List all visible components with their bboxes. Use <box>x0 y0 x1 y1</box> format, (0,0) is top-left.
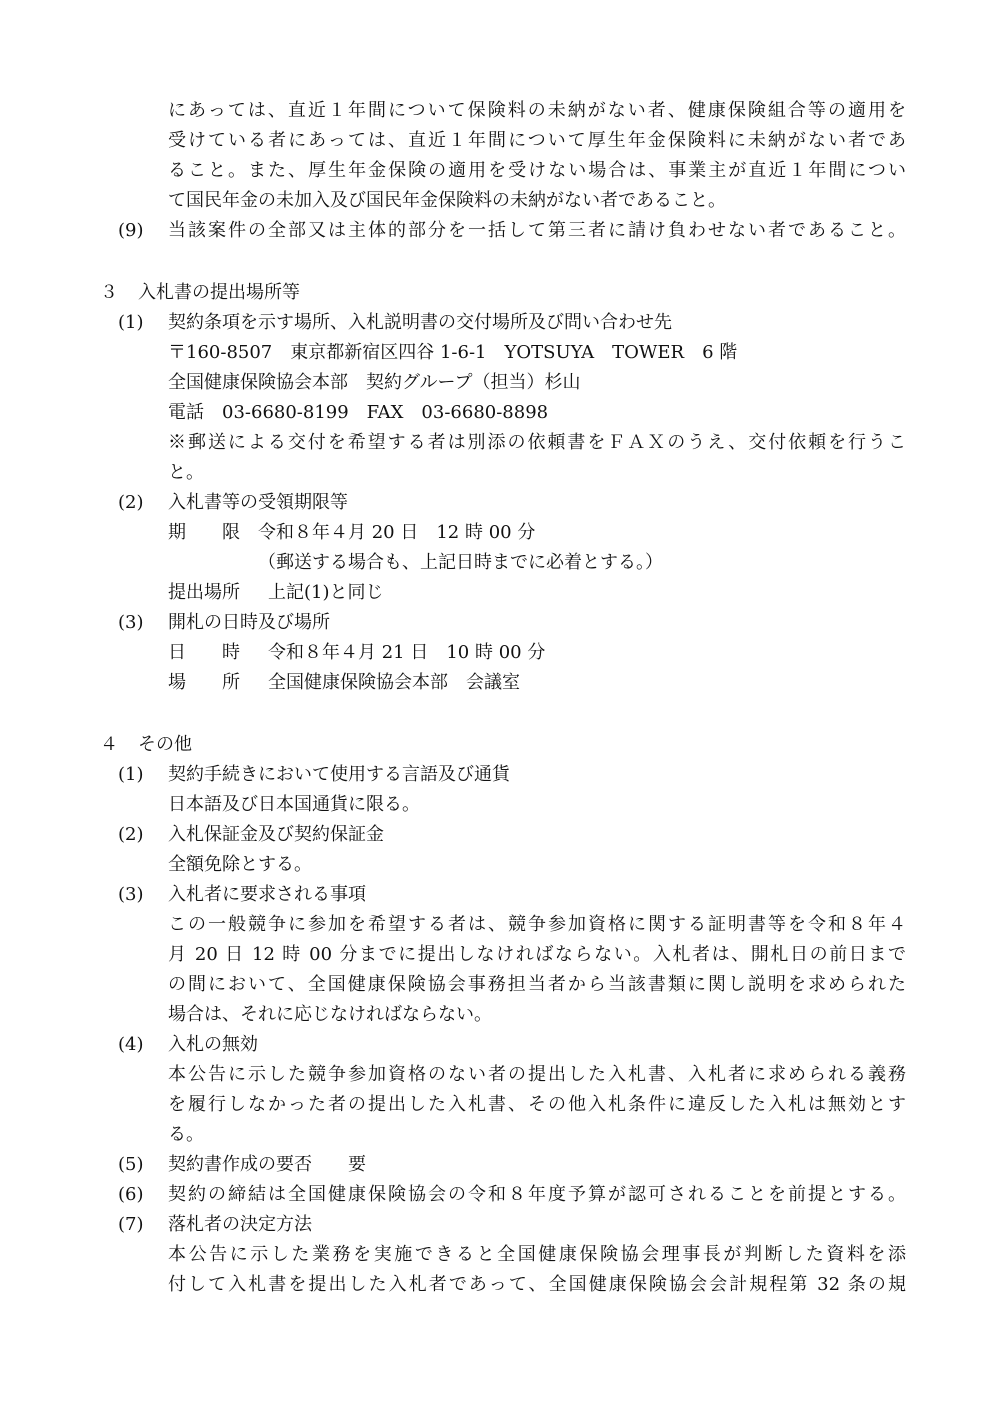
opening-place-label: 場 所 <box>168 672 240 693</box>
section-4-item-7-title: 落札者の決定方法 <box>168 1214 312 1235</box>
section-3-item-3-title: 開札の日時及び場所 <box>168 612 330 633</box>
section-3-number: ３ <box>100 282 118 303</box>
section-4-item-3-body-1: この一般競争に参加を希望する者は、競争参加資格に関する証明書等を令和８年４ <box>168 914 906 935</box>
section-4-item-2-title: 入札保証金及び契約保証金 <box>168 824 384 845</box>
deadline-label: 期 限 <box>168 522 240 543</box>
section-3-item-3-number: (3) <box>118 612 144 633</box>
section-4-item-3-body-2: 月 20 日 12 時 00 分までに提出しなければならない。入札者は、開札日の前日まで <box>168 944 906 965</box>
section-3-item-2-title: 入札書等の受領期限等 <box>168 492 348 513</box>
section-3-item-2-number: (2) <box>118 492 144 513</box>
section-4-item-6-title: 契約の締結は全国健康保険協会の令和８年度予算が認可されることを前提とする。 <box>168 1184 906 1205</box>
mail-note-line-2: と。 <box>168 462 204 483</box>
section-4-item-5-number: (5) <box>118 1154 144 1175</box>
item-9-number: (9) <box>118 220 144 241</box>
opening-date-label: 日 時 <box>168 642 240 663</box>
section-4-item-5-title: 契約書作成の要否 要 <box>168 1154 366 1175</box>
intro-line-3: ること。また、厚生年金保険の適用を受けない場合は、事業主が直近１年間につい <box>168 160 906 181</box>
section-4-item-2-number: (2) <box>118 824 144 845</box>
intro-line-2: 受けている者にあっては、直近１年間について厚生年金保険料に未納がない者であ <box>168 130 906 151</box>
section-4-item-6-number: (6) <box>118 1184 144 1205</box>
submission-place-value: 上記(1)と同じ <box>268 582 384 603</box>
contact-address: 〒160-8507 東京都新宿区四谷 1-6-1 YOTSUYA TOWER 6 階 <box>168 342 738 363</box>
section-4-item-3-body-4: 場合は、それに応じなければならない。 <box>168 1004 492 1025</box>
intro-line-4: て国民年金の未加入及び国民年金保険料の未納がない者であること。 <box>168 190 726 211</box>
section-4-item-1-body: 日本語及び日本国通貨に限る。 <box>168 794 420 815</box>
section-4-item-1-title: 契約手続きにおいて使用する言語及び通貨 <box>168 764 510 785</box>
section-3-item-1-title: 契約条項を示す場所、入札説明書の交付場所及び問い合わせ先 <box>168 312 672 333</box>
section-4-item-3-body-3: の間において、全国健康保険協会事務担当者から当該書類に関し説明を求められた <box>168 974 906 995</box>
mail-note-line-1: ※郵送による交付を希望する者は別添の依頼書をＦＡＸのうえ、交付依頼を行うこ <box>168 432 906 453</box>
item-9-text: 当該案件の全部又は主体的部分を一括して第三者に請け負わせない者であること。 <box>168 220 906 241</box>
section-4-item-3-number: (3) <box>118 884 144 905</box>
section-4-item-7-body-2: 付して入札書を提出した入札者であって、全国健康保険協会会計規程第 32 条の規 <box>168 1274 906 1295</box>
section-4-item-7-body-1: 本公告に示した業務を実施できると全国健康保険協会理事長が判断した資料を添 <box>168 1244 906 1265</box>
submission-place-label: 提出場所 <box>168 582 240 603</box>
section-4-number: ４ <box>100 734 118 755</box>
section-3-title: 入札書の提出場所等 <box>138 282 300 303</box>
section-4-item-4-body-3: る。 <box>168 1124 204 1145</box>
section-4-item-2-body: 全額免除とする。 <box>168 854 312 875</box>
section-4-item-7-number: (7) <box>118 1214 144 1235</box>
opening-date-value: 令和８年４月 21 日 10 時 00 分 <box>268 642 546 663</box>
intro-line-1: にあっては、直近１年間について保険料の未納がない者、健康保険組合等の適用を <box>168 100 906 121</box>
deadline-note: （郵送する場合も、上記日時までに必着とする。） <box>258 552 663 573</box>
section-4-item-1-number: (1) <box>118 764 144 785</box>
section-4-item-4-title: 入札の無効 <box>168 1034 258 1055</box>
section-3-item-1-number: (1) <box>118 312 144 333</box>
contact-phone-fax: 電話 03-6680-8199 FAX 03-6680-8898 <box>168 402 549 423</box>
deadline-value: 令和８年４月 20 日 12 時 00 分 <box>258 522 536 543</box>
section-4-item-3-title: 入札者に要求される事項 <box>168 884 366 905</box>
section-4-item-4-body-2: を履行しなかった者の提出した入札書、その他入札条件に違反した入札は無効とす <box>168 1094 906 1115</box>
section-4-item-4-body-1: 本公告に示した競争参加資格のない者の提出した入札書、入札者に求められる義務 <box>168 1064 906 1085</box>
section-4-item-4-number: (4) <box>118 1034 144 1055</box>
section-4-title: その他 <box>138 734 192 755</box>
opening-place-value: 全国健康保険協会本部 会議室 <box>268 672 520 693</box>
contact-office: 全国健康保険協会本部 契約グループ（担当）杉山 <box>168 372 581 393</box>
